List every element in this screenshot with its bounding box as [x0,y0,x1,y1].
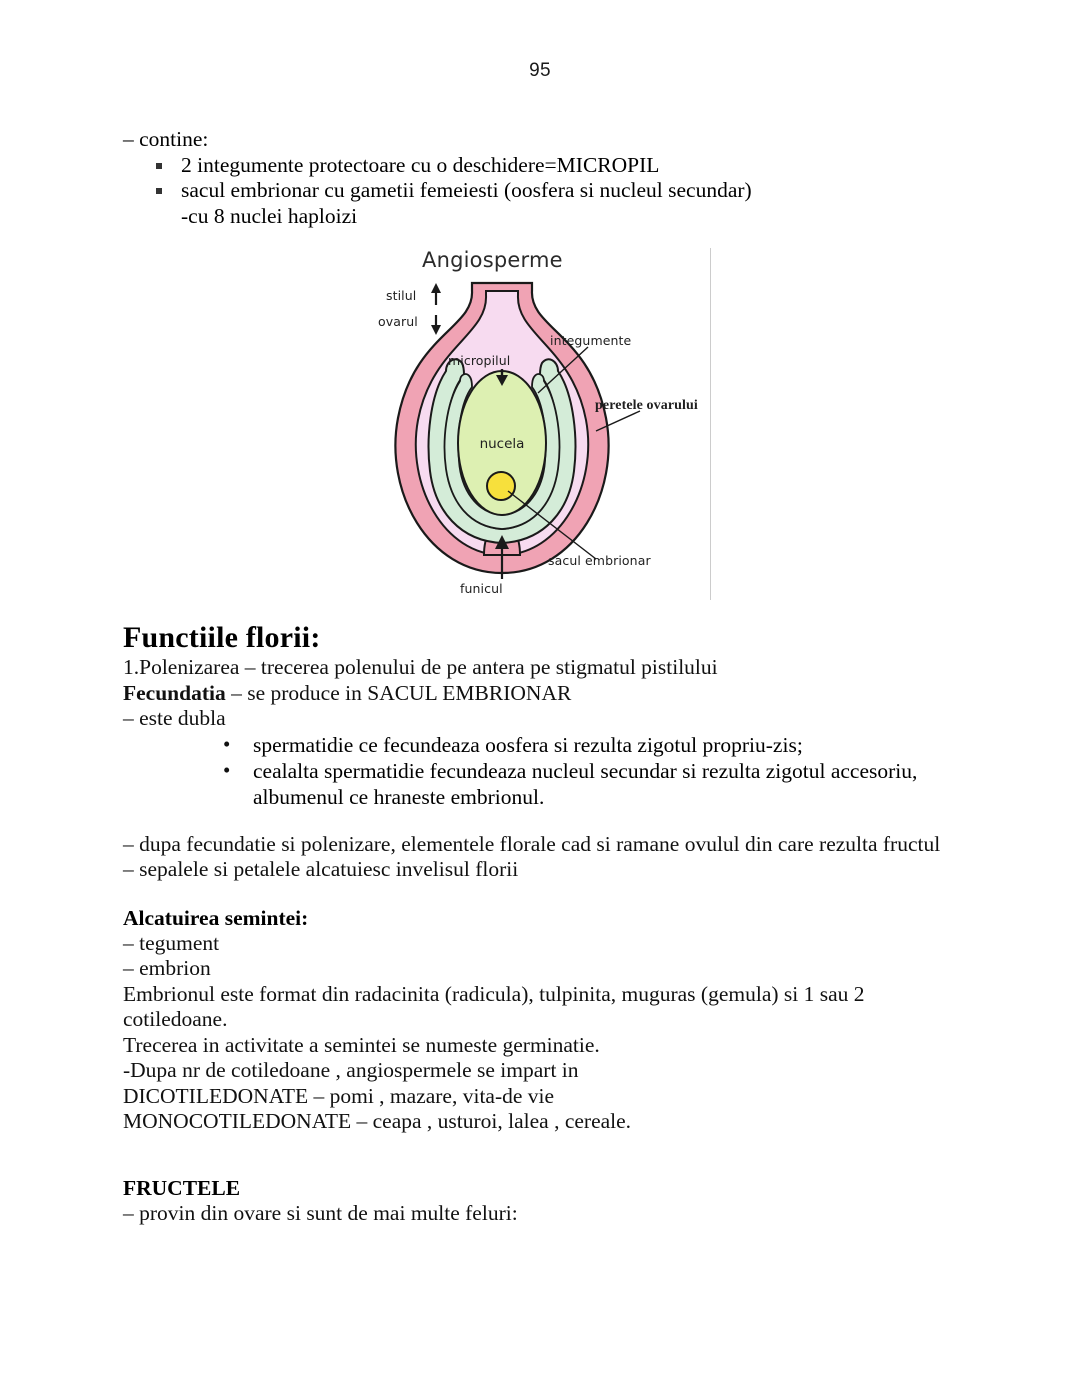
fecundatia-line [123,681,953,707]
dicotiledonate-line: DICOTILEDONATE – pomi , mazare, vita-de vie [123,1083,555,1108]
angiosperm-ovule-diagram [352,243,714,601]
section-heading-functiile: Functiile florii: [123,621,321,654]
paragraph-spacer [123,810,953,832]
monocotiledonate-line: MONOCOTILEDONATE – ceapa , usturoi, lalea , cereale. [123,1109,632,1133]
este-dubla-line: – este dubla [123,706,226,730]
label-funicul: funicul [460,581,503,596]
contine-line: – contine: [123,127,209,151]
embryo-sac-shape [487,472,515,500]
trecerea-line: Trecerea in activitate a semintei se numeste germinatie. [123,1032,600,1057]
section-heading-alcatuirea: Alcatuirea semintei: [123,905,309,930]
dupa-fecundatie-line: – dupa fecundatie si polenizare, elementele florale cad si ramane ovulul din care rezulta fructul [123,831,941,856]
list-item-continuation: albumenul ce hraneste embrionul. [253,784,545,809]
nucela-label: nucela [479,436,525,452]
paragraph-spacer [123,1135,953,1175]
label-ovarul: ovarul [378,314,418,329]
list-item: sacul embrionar cu gametii femeiesti (oosfera si nucleul secundar) [123,178,953,204]
stilul-arrow [431,283,441,305]
list-item-sub: -cu 8 nuclei haploizi [181,203,358,228]
fecundatia-text: – se produce in SACUL EMBRIONAR [225,680,572,705]
list-item: • spermatidie ce fecundeaza oosfera si rezulta zigotul propriu-zis; [123,732,953,758]
list-item-text: cealalta spermatidie fecundeaza nucleul secundar si rezulta zigotul accesoriu, [253,758,918,783]
list-item [123,758,953,810]
tegument-line: – tegument [123,930,220,955]
label-micropilul: micropilul [448,353,511,368]
list-item: 2 integumente protectoare cu o deschidere=MICROPIL [123,153,953,179]
provin-line: – provin din ovare si sunt de mai multe feluri: [123,1200,518,1225]
label-integumente: integumente [550,333,632,348]
paragraph-spacer [123,883,953,905]
sepalele-line: – sepalele si petalele alcatuiesc invelisul florii [123,857,519,881]
embrionul-line-2: cotiledoane. [123,1007,228,1031]
page-number: 95 [529,60,551,81]
embrionul-line-1: Embrionul este format din radacinita (radicula), tulpinita, muguras (gemula) si 1 sau 2 [123,981,865,1006]
label-sacul-embrionar: sacul embrionar [548,553,651,568]
dupa-nr-line: -Dupa nr de cotiledoane , angiospermele se impart in [123,1058,579,1082]
ovarul-arrow [431,315,441,335]
section-heading-fructele: FRUCTELE [123,1175,241,1200]
fecundatia-label: Fecundatia [123,680,226,705]
figure-title: Angiosperme [422,248,563,272]
polenizarea-line: 1.Polenizarea – trecerea polenului de pe antera pe stigmatul pistilului [123,655,718,679]
label-peretele-ovarului: peretele ovarului [595,398,698,413]
label-stilul: stilul [386,288,417,303]
embrion-line: – embrion [123,956,211,980]
